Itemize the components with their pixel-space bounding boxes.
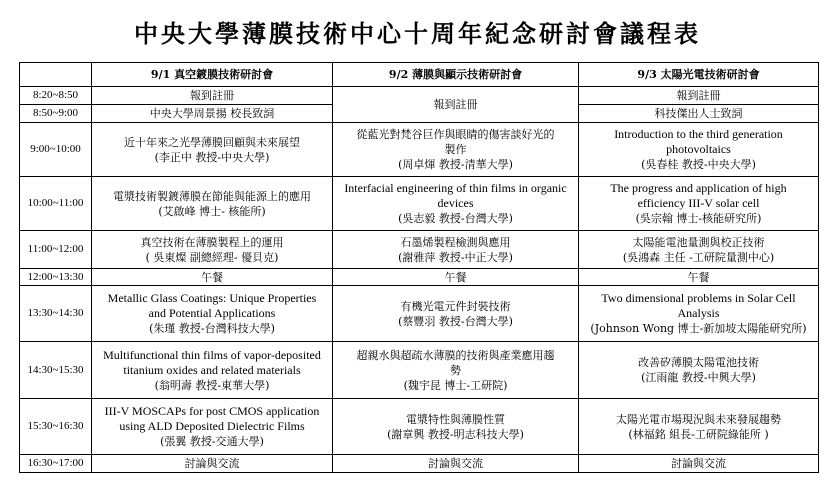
session-cell: 超親水與超疏水薄膜的技術與產業應用趨 勢 (魏宇昆 博士-工研院): [333, 342, 579, 399]
session-cell: 石墨烯製程檢測與應用 (謝雅萍 教授-中正大學): [333, 231, 579, 269]
time-cell: 14:30~15:30: [20, 342, 92, 399]
session-cell: 有機光電元件封裝技術 (蔡豐羽 教授-台灣大學): [333, 286, 579, 342]
session-cell: 報到註冊: [579, 87, 819, 105]
session-cell: Interfacial engineering of thin films in organic devices (吳志毅 教授-台灣大學): [333, 177, 579, 231]
time-cell: 12:00~13:30: [20, 269, 92, 286]
table-row: [20, 177, 819, 231]
time-cell: 9:00~10:00: [20, 123, 92, 177]
session-cell: Metallic Glass Coatings: Unique Properties and Potential Applications (朱瑾 教授-台灣科技大學): [92, 286, 333, 342]
session-cell: 報到註冊: [333, 87, 579, 123]
header-time: [20, 63, 92, 87]
time-cell: 8:20~8:50: [20, 87, 92, 105]
table-row: [20, 231, 819, 269]
time-cell: 8:50~9:00: [20, 105, 92, 123]
session-cell: 討論與交流: [579, 455, 819, 473]
session-cell: 近十年來之光學薄膜回顧與未來展望 (李正中 教授-中央大學): [92, 123, 333, 177]
session-cell: 從藍光對梵谷巨作與眼睛的傷害談好光的 製作 (周卓煇 教授-清華大學): [333, 123, 579, 177]
session-cell: 午餐: [92, 269, 333, 286]
session-cell: Introduction to the third generation photovoltaics (吳春桂 教授-中央大學): [579, 123, 819, 177]
header-day1: 9/1 真空鍍膜技術研討會: [92, 63, 333, 87]
session-cell: 報到註冊: [92, 87, 333, 105]
session-cell: 電漿技術製鍍薄膜在節能與能源上的應用 (艾啟峰 博士- 核能所): [92, 177, 333, 231]
session-cell: 科技傑出人士致詞: [579, 105, 819, 123]
session-cell: 太陽能電池量測與校正技術 (吳鴻森 主任 -工研院量測中心): [579, 231, 819, 269]
session-cell: 太陽光電市場現況與未來發展趨勢 (林福銘 組長-工研院綠能所 ): [579, 399, 819, 455]
session-cell: 真空技術在薄膜製程上的運用 ( 吳東燦 副總經理- 優貝克): [92, 231, 333, 269]
table-row: [20, 269, 819, 286]
table-row: [20, 399, 819, 455]
header-row: [20, 63, 819, 87]
session-cell: 午餐: [579, 269, 819, 286]
table-row: [20, 455, 819, 473]
time-cell: 10:00~11:00: [20, 177, 92, 231]
header-day3: 9/3 太陽光電技術研討會: [579, 63, 819, 87]
table-row: [20, 286, 819, 342]
table-row: [20, 87, 819, 105]
table-row: [20, 123, 819, 177]
page-title: 中央大學薄膜技術中心十周年紀念研討會議程表: [134, 19, 701, 48]
agenda-table: [19, 62, 819, 473]
session-cell: Multifunctional thin films of vapor-deposited titanium oxides and related materials (翁明壽 教授-東華大學): [92, 342, 333, 399]
time-cell: 13:30~14:30: [20, 286, 92, 342]
session-cell: 討論與交流: [92, 455, 333, 473]
session-cell: III-V MOSCAPs for post CMOS application using ALD Deposited Dielectric Films (張翼 教授-交通大學): [92, 399, 333, 455]
session-cell: 討論與交流: [333, 455, 579, 473]
session-cell: 中央大學周景揚 校長致詞: [92, 105, 333, 123]
session-cell: 改善矽薄膜太陽電池技術 (江雨龍 教授-中興大學): [579, 342, 819, 399]
time-cell: 11:00~12:00: [20, 231, 92, 269]
time-cell: 16:30~17:00: [20, 455, 92, 473]
session-cell: 午餐: [333, 269, 579, 286]
session-cell: 電漿特性與薄膜性質 (謝章興 教授-明志科技大學): [333, 399, 579, 455]
table-row: [20, 342, 819, 399]
session-cell: Two dimensional problems in Solar Cell Analysis (Johnson Wong 博士-新加坡太陽能研究所): [579, 286, 819, 342]
time-cell: 15:30~16:30: [20, 399, 92, 455]
session-cell: The progress and application of high efficiency III-V solar cell (吳宗翰 博士-核能研究所): [579, 177, 819, 231]
header-day2: 9/2 薄膜與顯示技術研討會: [333, 63, 579, 87]
